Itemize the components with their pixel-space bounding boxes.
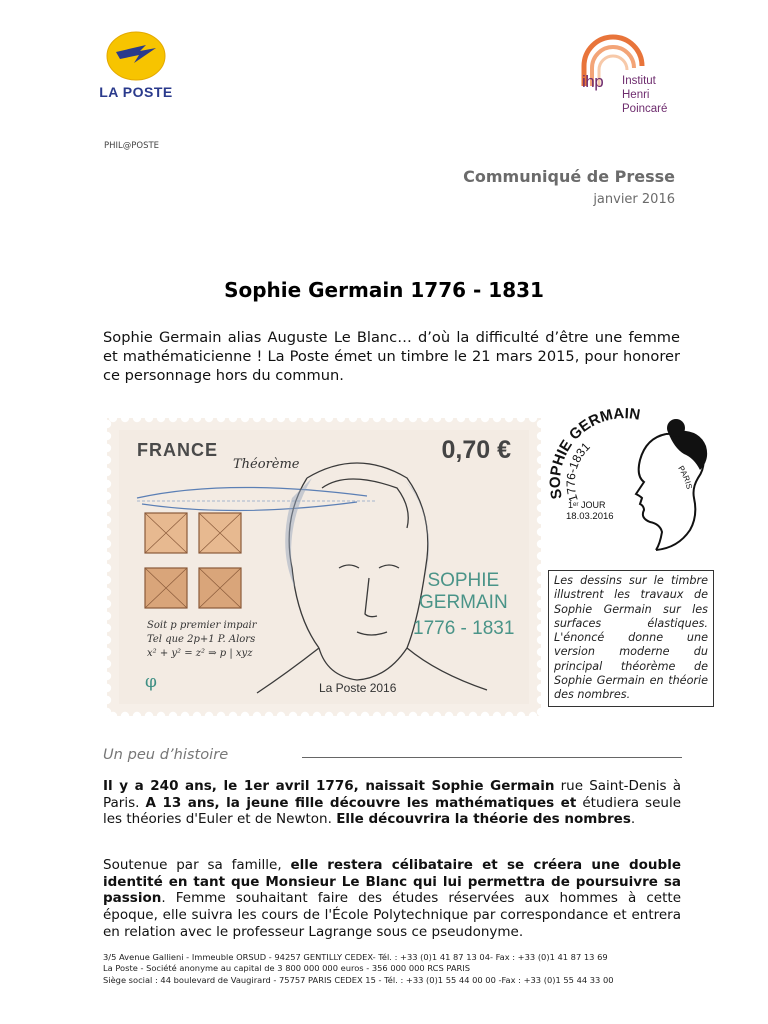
history-text-run: elle restera célibataire et se créera une double identité en tant que Monsieur Le Blanc qui lui permettra de poursuivre sa passion bbox=[103, 857, 681, 907]
intro-paragraph: Sophie Germain alias Auguste Le Blanc… d’où la difficulté d’être une femme et mathématicienne ! La Poste émet un timbre le 21 mars 2015, pour honorer ce personnage hors du commun. bbox=[103, 329, 680, 384]
section-heading: Un peu d’histoire bbox=[103, 746, 229, 763]
stamp-image bbox=[107, 418, 541, 716]
la-poste-logo bbox=[88, 30, 184, 110]
la-poste-emblem-icon bbox=[106, 30, 166, 82]
history-text-run: Elle découvrira la théorie des nombres bbox=[336, 811, 631, 828]
la-poste-wordmark: LA POSTE bbox=[99, 84, 173, 100]
postmark-first-day: 1ᵉʳ JOUR bbox=[568, 500, 606, 510]
philaposte-label: PHIL@POSTE bbox=[104, 141, 160, 151]
stamp-script-line: x² + y² = z² ⇒ p | xyz bbox=[147, 648, 253, 659]
history-text-run: . bbox=[630, 811, 636, 828]
ihp-name bbox=[622, 74, 667, 116]
page-title: Sophie Germain 1776 - 1831 bbox=[224, 278, 544, 302]
stamp-value: 0,70 € bbox=[441, 436, 511, 464]
stamp-years: 1776 - 1831 bbox=[413, 618, 515, 639]
stamp-caption: Les dessins sur le timbre illustrent les travaux de Sophie Germain sur les surfaces élastiques. L'énoncé donne une version moderne du principal théorème de Sophie Germain en théorie des nombres. bbox=[548, 570, 714, 707]
ihp-name-line: Poincaré bbox=[622, 103, 668, 115]
press-release-date: janvier 2016 bbox=[593, 192, 675, 207]
ihp-abbreviation: ihp bbox=[582, 72, 604, 91]
stamp-script-line: Soit p premier impair bbox=[147, 620, 257, 631]
postmark-arc-years: 1776-1831 bbox=[563, 439, 593, 504]
postmark-date: 18.03.2016 bbox=[566, 511, 614, 522]
history-text-run: Soutenue par sa famille, bbox=[103, 857, 291, 873]
postmark-arc-name: SOPHIE GERMAIN bbox=[548, 405, 642, 501]
first-day-postmark bbox=[548, 398, 708, 560]
stamp-name-line: SOPHIE bbox=[427, 570, 500, 591]
footer-line: Siège social : 44 boulevard de Vaugirard - 75757 PARIS CEDEX 15 - Tél. : +33 (0)1 55 44 00 00 -Fax : +33 (0)1 55 44 33 00 bbox=[103, 974, 614, 985]
history-paragraph-1 bbox=[103, 778, 681, 828]
stamp-script-line: Tel que 2p+1 P. Alors bbox=[147, 634, 256, 645]
history-paragraph-2 bbox=[103, 857, 681, 941]
footer-line: La Poste - Société anonyme au capital de 3 800 000 000 euros - 356 000 000 RCS PARIS bbox=[103, 963, 470, 974]
footer-line: 3/5 Avenue Gallieni - Immeuble ORSUD - 94257 GENTILLY CEDEX- Tél. : +33 (0)1 41 87 13 04- Fax : +33 (0)1 41 87 13 69 bbox=[103, 952, 608, 962]
history-text-run: A 13 ans, la jeune fille découvre les mathématiques et bbox=[145, 794, 577, 811]
ihp-name-line: Henri bbox=[622, 89, 650, 101]
postmark-illustration bbox=[548, 398, 708, 560]
history-text-run: Il y a 240 ans, le 1er avril 1776, naissait Sophie Germain bbox=[103, 778, 555, 794]
ihp-name-line: Institut bbox=[622, 75, 656, 87]
svg-text:SOPHIE GERMAIN bbox=[548, 405, 641, 500]
press-release-title: Communiqué de Presse bbox=[463, 167, 675, 186]
stamp-country: FRANCE bbox=[137, 440, 218, 460]
history-text-run: rue Saint-Denis à Paris. bbox=[103, 778, 681, 811]
svg-text:PARIS bbox=[676, 464, 694, 490]
section-divider bbox=[302, 757, 682, 758]
history-text-run: étudiera seule les théories d'Euler et de Newton. bbox=[103, 794, 682, 828]
stamp-phi-symbol: φ bbox=[145, 672, 157, 692]
stamp-name-line: GERMAIN bbox=[419, 592, 508, 613]
stamp-issuer: La Poste 2016 bbox=[319, 681, 397, 695]
ihp-logo bbox=[578, 30, 678, 125]
stamp-name bbox=[419, 570, 508, 614]
stamp-script-theoreme: Théorème bbox=[233, 457, 300, 472]
footer bbox=[103, 952, 614, 986]
postmark-city: PARIS bbox=[676, 464, 694, 491]
history-text-run: . Femme souhaitant faire des études réservées aux hommes à cette époque, elle suivra les cours de l'École Polytechnique par correspondance et entrera en relation avec le professeur Lagrange sous ce pseudonyme. bbox=[103, 890, 681, 940]
